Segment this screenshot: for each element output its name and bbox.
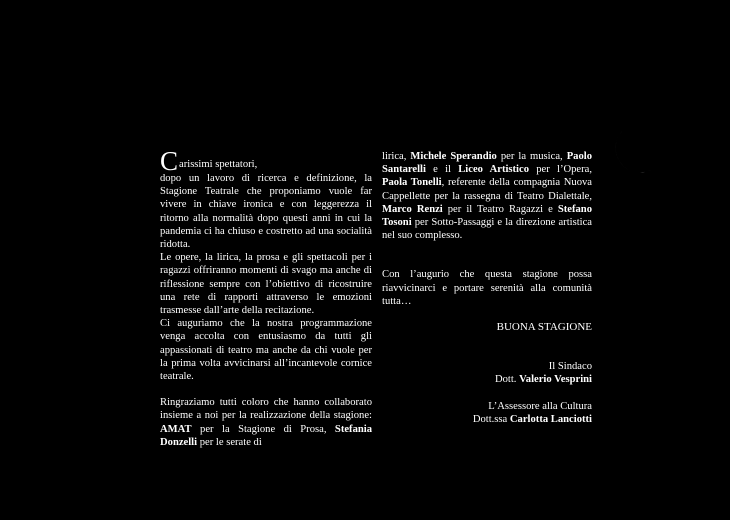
salutation-text: arissimi spettatori, [179,159,258,170]
paragraph-wishes: Con l’augurio che questa stagione possa riavvicinarci e portare serenità alla comunità tutta… [382,269,592,307]
salutation [160,146,372,176]
paragraph-thanks-continued: lirica, Michele Sperandio per la musica, Paolo Santarelli e il Liceo Artistico per l’Opera, Paola Tonelli, referente della compagnia Nuova Cappellette per la rassegna di Teatro Dialettale, Marco Renzi per il Teatro Ragazzi e Stefano Tosoni per Sotto-Passaggi e la direzione artistica nel suo complesso. [382,151,592,242]
paragraph-thanks: Ringraziamo tutti coloro che hanno collaborato insieme a noi per la realizzazione della stagione: AMAT per la Stagione di Prosa, Stefania Donzelli per le serate di [160,397,372,448]
letter-right-column [382,150,592,426]
closing-greeting: BUONA STAGIONE [496,321,592,334]
assessor-name: Carlotta Lanciotti [509,413,592,425]
assessor-title: L’Assessore alla Cultura [488,400,592,412]
name-liceo: Liceo Artistico [458,164,530,176]
name-amat: AMAT [160,423,192,435]
mayor-name: Valerio Vesprini [519,374,592,386]
crescent-moon-icon [600,124,656,180]
mayor-signature: Dott. Valerio Vesprini [494,374,592,386]
assessor-signature: Dott.ssa Carlotta Lanciotti [472,413,592,425]
letter-left-column [160,146,372,449]
name-donzelli: Stefania Donzelli [160,423,372,448]
paragraph-hopes: Ci auguriamo che la nostra programmazione venga accolta con entusiasmo da tutti gli appassionati di teatro ma anche da chi vuole per la prima volta avvicinarsi all’incantevole cornice teatrale. [160,318,372,383]
drop-cap: C [160,146,179,176]
name-tosoni: Stefano Tosoni [382,203,592,229]
paragraph-programme: Le opere, la lirica, la prosa e gli spettacoli per i ragazzi offriranno momenti di svago ma anche di riflessione sempre con l’obiettivo di ricostruire una rete di rapporti attraverso le emozioni trasmesse dall’arte della recitazione. [160,252,372,317]
name-tonelli: Paola Tonelli [382,177,442,189]
paragraph-intro: dopo un lavoro di ricerca e definizione, la Stagione Teatrale che proponiamo vuole far vivere in chiave ironica e con leggerezza il ritorno alla normalità dopo questi anni in cui la pandemia ci ha chiuso e costretto ad una socialità ridotta. [160,173,372,251]
name-renzi: Marco Renzi [382,203,443,215]
mayor-title: Il Sindaco [548,361,592,373]
name-sperandio: Michele Sperandio [410,151,497,162]
name-santarelli: Paolo Santarelli [382,151,592,176]
